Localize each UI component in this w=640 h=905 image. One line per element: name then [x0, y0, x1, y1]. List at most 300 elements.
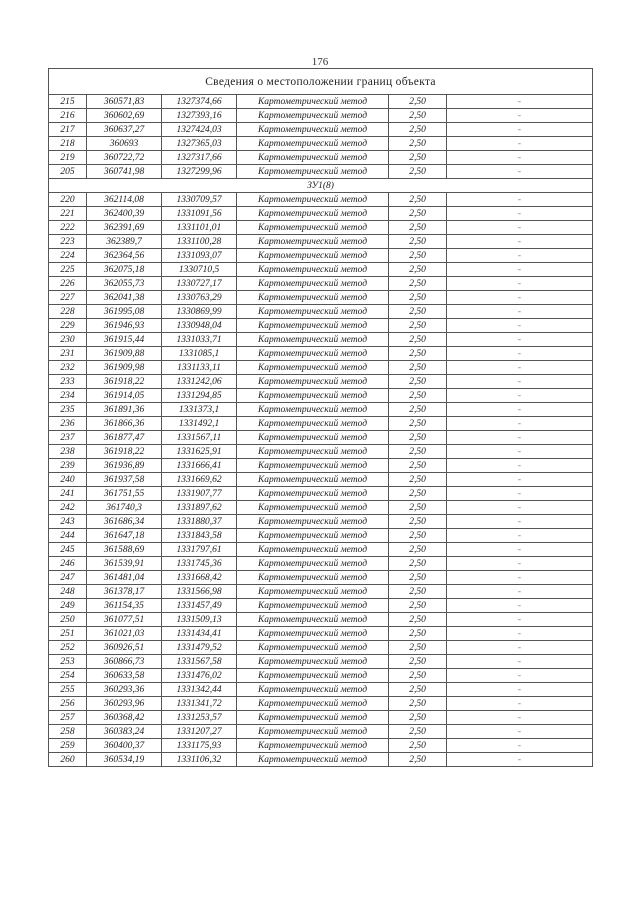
- point-description: -: [447, 417, 593, 431]
- point-number: 217: [49, 123, 87, 137]
- point-description: -: [447, 655, 593, 669]
- point-description: -: [447, 459, 593, 473]
- y-coordinate: 1331342,44: [162, 683, 237, 697]
- point-number: 259: [49, 739, 87, 753]
- point-description: -: [447, 739, 593, 753]
- point-number: 253: [49, 655, 87, 669]
- point-number: 241: [49, 487, 87, 501]
- x-coordinate: 361918,22: [87, 375, 162, 389]
- point-number: 240: [49, 473, 87, 487]
- point-description: -: [447, 697, 593, 711]
- point-number: 230: [49, 333, 87, 347]
- x-coordinate: 361909,88: [87, 347, 162, 361]
- accuracy-value: 2,50: [389, 207, 447, 221]
- point-number: 223: [49, 235, 87, 249]
- accuracy-value: 2,50: [389, 403, 447, 417]
- section-row: [49, 179, 593, 193]
- x-coordinate: 360534,19: [87, 753, 162, 767]
- y-coordinate: 1331566,98: [162, 585, 237, 599]
- accuracy-value: 2,50: [389, 599, 447, 613]
- accuracy-value: 2,50: [389, 291, 447, 305]
- y-coordinate: 1331341,72: [162, 697, 237, 711]
- point-description: -: [447, 711, 593, 725]
- section-label: ЗУ1(8): [49, 179, 593, 193]
- determination-method: Картометрический метод: [237, 599, 389, 613]
- table-row: [49, 347, 593, 361]
- table-row: [49, 697, 593, 711]
- x-coordinate: 361686,34: [87, 515, 162, 529]
- point-number: 224: [49, 249, 87, 263]
- table-row: [49, 193, 593, 207]
- y-coordinate: 1331797,61: [162, 543, 237, 557]
- determination-method: Картометрический метод: [237, 403, 389, 417]
- point-description: -: [447, 291, 593, 305]
- determination-method: Картометрический метод: [237, 235, 389, 249]
- determination-method: Картометрический метод: [237, 529, 389, 543]
- point-description: -: [447, 431, 593, 445]
- determination-method: Картометрический метод: [237, 165, 389, 179]
- point-description: -: [447, 207, 593, 221]
- determination-method: Картометрический метод: [237, 347, 389, 361]
- point-description: -: [447, 109, 593, 123]
- table-row: [49, 669, 593, 683]
- point-description: -: [447, 501, 593, 515]
- determination-method: Картометрический метод: [237, 501, 389, 515]
- accuracy-value: 2,50: [389, 361, 447, 375]
- table-row: [49, 109, 593, 123]
- y-coordinate: 1330869,99: [162, 305, 237, 319]
- y-coordinate: 1327424,03: [162, 123, 237, 137]
- accuracy-value: 2,50: [389, 753, 447, 767]
- point-description: -: [447, 347, 593, 361]
- x-coordinate: 361588,69: [87, 543, 162, 557]
- x-coordinate: 361914,05: [87, 389, 162, 403]
- accuracy-value: 2,50: [389, 739, 447, 753]
- determination-method: Картометрический метод: [237, 109, 389, 123]
- x-coordinate: 361946,93: [87, 319, 162, 333]
- table-row: [49, 613, 593, 627]
- accuracy-value: 2,50: [389, 641, 447, 655]
- point-number: 258: [49, 725, 87, 739]
- x-coordinate: 360633,58: [87, 669, 162, 683]
- accuracy-value: 2,50: [389, 459, 447, 473]
- point-number: 232: [49, 361, 87, 375]
- x-coordinate: 361154,35: [87, 599, 162, 613]
- x-coordinate: 361751,55: [87, 487, 162, 501]
- point-description: -: [447, 403, 593, 417]
- table-row: [49, 529, 593, 543]
- point-number: 250: [49, 613, 87, 627]
- boundary-coordinates-table: [48, 68, 593, 767]
- point-description: -: [447, 151, 593, 165]
- point-description: -: [447, 641, 593, 655]
- table-row: [49, 599, 593, 613]
- point-number: 221: [49, 207, 87, 221]
- table-row: [49, 151, 593, 165]
- point-description: -: [447, 753, 593, 767]
- x-coordinate: 361918,22: [87, 445, 162, 459]
- accuracy-value: 2,50: [389, 235, 447, 249]
- y-coordinate: 1331100,28: [162, 235, 237, 249]
- table-row: [49, 95, 593, 109]
- x-coordinate: 361866,36: [87, 417, 162, 431]
- table-row: [49, 389, 593, 403]
- table-row: [49, 655, 593, 669]
- point-description: -: [447, 487, 593, 501]
- point-number: 256: [49, 697, 87, 711]
- point-description: -: [447, 305, 593, 319]
- determination-method: Картометрический метод: [237, 375, 389, 389]
- y-coordinate: 1331373,1: [162, 403, 237, 417]
- table-title: Сведения о местоположении границ объекта: [49, 69, 593, 95]
- determination-method: Картометрический метод: [237, 417, 389, 431]
- table-row: [49, 305, 593, 319]
- y-coordinate: 1331093,07: [162, 249, 237, 263]
- table-row: [49, 249, 593, 263]
- x-coordinate: 360293,96: [87, 697, 162, 711]
- point-description: -: [447, 193, 593, 207]
- determination-method: Картометрический метод: [237, 207, 389, 221]
- x-coordinate: 361077,51: [87, 613, 162, 627]
- accuracy-value: 2,50: [389, 221, 447, 235]
- x-coordinate: 360400,37: [87, 739, 162, 753]
- determination-method: Картометрический метод: [237, 95, 389, 109]
- x-coordinate: 361915,44: [87, 333, 162, 347]
- determination-method: Картометрический метод: [237, 725, 389, 739]
- determination-method: Картометрический метод: [237, 571, 389, 585]
- table-row: [49, 207, 593, 221]
- x-coordinate: 362055,73: [87, 277, 162, 291]
- accuracy-value: 2,50: [389, 557, 447, 571]
- point-description: -: [447, 585, 593, 599]
- determination-method: Картометрический метод: [237, 655, 389, 669]
- accuracy-value: 2,50: [389, 501, 447, 515]
- y-coordinate: 1331669,62: [162, 473, 237, 487]
- point-number: 243: [49, 515, 87, 529]
- y-coordinate: 1331567,58: [162, 655, 237, 669]
- table-row: [49, 417, 593, 431]
- accuracy-value: 2,50: [389, 571, 447, 585]
- determination-method: Картометрический метод: [237, 473, 389, 487]
- point-number: 260: [49, 753, 87, 767]
- point-number: 229: [49, 319, 87, 333]
- table-row: [49, 221, 593, 235]
- point-description: -: [447, 235, 593, 249]
- point-number: 237: [49, 431, 87, 445]
- x-coordinate: 362364,56: [87, 249, 162, 263]
- y-coordinate: 1331033,71: [162, 333, 237, 347]
- accuracy-value: 2,50: [389, 109, 447, 123]
- y-coordinate: 1327299,96: [162, 165, 237, 179]
- table-row: [49, 585, 593, 599]
- accuracy-value: 2,50: [389, 333, 447, 347]
- point-number: 247: [49, 571, 87, 585]
- point-number: 225: [49, 263, 87, 277]
- determination-method: Картометрический метод: [237, 557, 389, 571]
- table-row: [49, 739, 593, 753]
- point-description: -: [447, 571, 593, 585]
- determination-method: Картометрический метод: [237, 305, 389, 319]
- determination-method: Картометрический метод: [237, 389, 389, 403]
- y-coordinate: 1327393,16: [162, 109, 237, 123]
- y-coordinate: 1331897,62: [162, 501, 237, 515]
- y-coordinate: 1331625,91: [162, 445, 237, 459]
- accuracy-value: 2,50: [389, 543, 447, 557]
- table-row: [49, 403, 593, 417]
- determination-method: Картометрический метод: [237, 711, 389, 725]
- determination-method: Картометрический метод: [237, 641, 389, 655]
- table-row: [49, 487, 593, 501]
- point-description: -: [447, 529, 593, 543]
- accuracy-value: 2,50: [389, 123, 447, 137]
- determination-method: Картометрический метод: [237, 361, 389, 375]
- table-row: [49, 459, 593, 473]
- table-row: [49, 291, 593, 305]
- y-coordinate: 1330709,57: [162, 193, 237, 207]
- x-coordinate: 360693: [87, 137, 162, 151]
- y-coordinate: 1331085,1: [162, 347, 237, 361]
- accuracy-value: 2,50: [389, 697, 447, 711]
- point-number: 252: [49, 641, 87, 655]
- table-row: [49, 543, 593, 557]
- x-coordinate: 361877,47: [87, 431, 162, 445]
- point-number: 216: [49, 109, 87, 123]
- y-coordinate: 1331434,41: [162, 627, 237, 641]
- point-number: 255: [49, 683, 87, 697]
- accuracy-value: 2,50: [389, 263, 447, 277]
- determination-method: Картометрический метод: [237, 459, 389, 473]
- x-coordinate: 360722,72: [87, 151, 162, 165]
- table-title-row: [49, 69, 593, 95]
- point-description: -: [447, 221, 593, 235]
- determination-method: Картометрический метод: [237, 333, 389, 347]
- y-coordinate: 1331843,58: [162, 529, 237, 543]
- point-number: 231: [49, 347, 87, 361]
- x-coordinate: 361891,36: [87, 403, 162, 417]
- table-row: [49, 725, 593, 739]
- point-number: 227: [49, 291, 87, 305]
- table-row: [49, 683, 593, 697]
- point-description: -: [447, 515, 593, 529]
- accuracy-value: 2,50: [389, 725, 447, 739]
- y-coordinate: 1330763,29: [162, 291, 237, 305]
- y-coordinate: 1331668,42: [162, 571, 237, 585]
- table-row: [49, 473, 593, 487]
- determination-method: Картометрический метод: [237, 431, 389, 445]
- determination-method: Картометрический метод: [237, 543, 389, 557]
- determination-method: Картометрический метод: [237, 585, 389, 599]
- y-coordinate: 1331457,49: [162, 599, 237, 613]
- accuracy-value: 2,50: [389, 529, 447, 543]
- accuracy-value: 2,50: [389, 277, 447, 291]
- y-coordinate: 1331476,02: [162, 669, 237, 683]
- point-description: -: [447, 613, 593, 627]
- x-coordinate: 361937,58: [87, 473, 162, 487]
- point-description: -: [447, 599, 593, 613]
- accuracy-value: 2,50: [389, 95, 447, 109]
- accuracy-value: 2,50: [389, 473, 447, 487]
- x-coordinate: 361378,17: [87, 585, 162, 599]
- point-number: 246: [49, 557, 87, 571]
- table-row: [49, 641, 593, 655]
- point-description: -: [447, 557, 593, 571]
- point-number: 235: [49, 403, 87, 417]
- accuracy-value: 2,50: [389, 683, 447, 697]
- y-coordinate: 1331253,57: [162, 711, 237, 725]
- x-coordinate: 360741,98: [87, 165, 162, 179]
- point-description: -: [447, 333, 593, 347]
- page-number: 176: [311, 56, 329, 68]
- accuracy-value: 2,50: [389, 137, 447, 151]
- point-description: -: [447, 473, 593, 487]
- y-coordinate: 1331666,41: [162, 459, 237, 473]
- x-coordinate: 360571,83: [87, 95, 162, 109]
- y-coordinate: 1331091,56: [162, 207, 237, 221]
- table-row: [49, 445, 593, 459]
- determination-method: Картометрический метод: [237, 137, 389, 151]
- determination-method: Картометрический метод: [237, 123, 389, 137]
- table-row: [49, 431, 593, 445]
- y-coordinate: 1331509,13: [162, 613, 237, 627]
- determination-method: Картометрический метод: [237, 627, 389, 641]
- x-coordinate: 362389,7: [87, 235, 162, 249]
- x-coordinate: 361539,91: [87, 557, 162, 571]
- y-coordinate: 1331907,77: [162, 487, 237, 501]
- point-description: -: [447, 249, 593, 263]
- x-coordinate: 361936,89: [87, 459, 162, 473]
- determination-method: Картометрический метод: [237, 263, 389, 277]
- y-coordinate: 1330948,04: [162, 319, 237, 333]
- table-row: [49, 235, 593, 249]
- point-description: -: [447, 389, 593, 403]
- accuracy-value: 2,50: [389, 613, 447, 627]
- determination-method: Картометрический метод: [237, 277, 389, 291]
- x-coordinate: 361021,03: [87, 627, 162, 641]
- y-coordinate: 1331242,06: [162, 375, 237, 389]
- point-description: -: [447, 361, 593, 375]
- point-number: 254: [49, 669, 87, 683]
- point-description: -: [447, 277, 593, 291]
- accuracy-value: 2,50: [389, 655, 447, 669]
- point-description: -: [447, 375, 593, 389]
- point-number: 245: [49, 543, 87, 557]
- point-description: -: [447, 627, 593, 641]
- point-description: -: [447, 725, 593, 739]
- x-coordinate: 362041,38: [87, 291, 162, 305]
- table-row: [49, 361, 593, 375]
- point-number: 222: [49, 221, 87, 235]
- accuracy-value: 2,50: [389, 487, 447, 501]
- table-row: [49, 277, 593, 291]
- accuracy-value: 2,50: [389, 585, 447, 599]
- accuracy-value: 2,50: [389, 151, 447, 165]
- accuracy-value: 2,50: [389, 193, 447, 207]
- determination-method: Картометрический метод: [237, 697, 389, 711]
- determination-method: Картометрический метод: [237, 669, 389, 683]
- point-number: 251: [49, 627, 87, 641]
- point-description: -: [447, 669, 593, 683]
- point-description: -: [447, 683, 593, 697]
- y-coordinate: 1331133,11: [162, 361, 237, 375]
- accuracy-value: 2,50: [389, 165, 447, 179]
- x-coordinate: 360293,36: [87, 683, 162, 697]
- determination-method: Картометрический метод: [237, 193, 389, 207]
- point-number: 219: [49, 151, 87, 165]
- accuracy-value: 2,50: [389, 431, 447, 445]
- point-number: 236: [49, 417, 87, 431]
- point-number: 233: [49, 375, 87, 389]
- accuracy-value: 2,50: [389, 417, 447, 431]
- determination-method: Картометрический метод: [237, 515, 389, 529]
- accuracy-value: 2,50: [389, 347, 447, 361]
- accuracy-value: 2,50: [389, 319, 447, 333]
- x-coordinate: 360926,51: [87, 641, 162, 655]
- table-row: [49, 319, 593, 333]
- table-row: [49, 165, 593, 179]
- point-description: -: [447, 165, 593, 179]
- x-coordinate: 361647,18: [87, 529, 162, 543]
- x-coordinate: 361909,98: [87, 361, 162, 375]
- y-coordinate: 1331567,11: [162, 431, 237, 445]
- point-number: 215: [49, 95, 87, 109]
- determination-method: Картометрический метод: [237, 221, 389, 235]
- y-coordinate: 1330710,5: [162, 263, 237, 277]
- y-coordinate: 1327365,03: [162, 137, 237, 151]
- table-row: [49, 515, 593, 529]
- table-row: [49, 571, 593, 585]
- table-row: [49, 753, 593, 767]
- accuracy-value: 2,50: [389, 445, 447, 459]
- table-row: [49, 711, 593, 725]
- accuracy-value: 2,50: [389, 249, 447, 263]
- x-coordinate: 360637,27: [87, 123, 162, 137]
- accuracy-value: 2,50: [389, 669, 447, 683]
- point-number: 228: [49, 305, 87, 319]
- point-number: 239: [49, 459, 87, 473]
- determination-method: Картометрический метод: [237, 151, 389, 165]
- x-coordinate: 360368,42: [87, 711, 162, 725]
- x-coordinate: 361481,04: [87, 571, 162, 585]
- point-description: -: [447, 543, 593, 557]
- determination-method: Картометрический метод: [237, 683, 389, 697]
- y-coordinate: 1330727,17: [162, 277, 237, 291]
- y-coordinate: 1331492,1: [162, 417, 237, 431]
- y-coordinate: 1331207,27: [162, 725, 237, 739]
- y-coordinate: 1327317,66: [162, 151, 237, 165]
- x-coordinate: 360602,69: [87, 109, 162, 123]
- table-row: [49, 501, 593, 515]
- table-row: [49, 263, 593, 277]
- point-number: 226: [49, 277, 87, 291]
- table-row: [49, 627, 593, 641]
- point-number: 248: [49, 585, 87, 599]
- y-coordinate: 1331745,36: [162, 557, 237, 571]
- x-coordinate: 362391,69: [87, 221, 162, 235]
- table-row: [49, 123, 593, 137]
- accuracy-value: 2,50: [389, 515, 447, 529]
- point-number: 238: [49, 445, 87, 459]
- x-coordinate: 361995,08: [87, 305, 162, 319]
- y-coordinate: 1331101,01: [162, 221, 237, 235]
- point-description: -: [447, 123, 593, 137]
- x-coordinate: 360383,24: [87, 725, 162, 739]
- point-number: 257: [49, 711, 87, 725]
- determination-method: Картометрический метод: [237, 753, 389, 767]
- point-number: 205: [49, 165, 87, 179]
- point-number: 244: [49, 529, 87, 543]
- point-number: 242: [49, 501, 87, 515]
- point-number: 249: [49, 599, 87, 613]
